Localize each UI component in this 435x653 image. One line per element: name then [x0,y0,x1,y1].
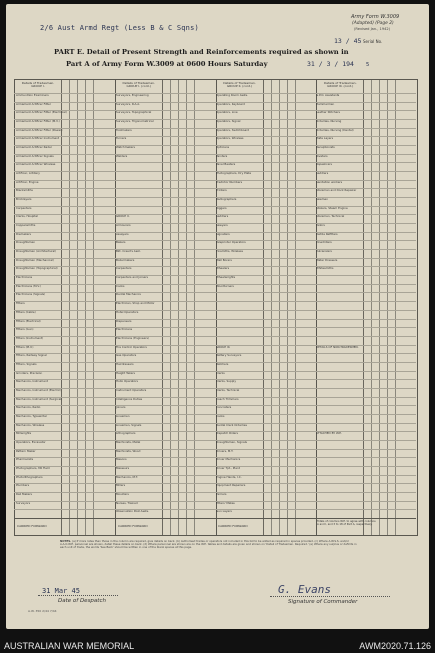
trade-name-cell: Woodturners [216,283,234,288]
trade-name-cell: Moulders [116,491,129,496]
trade-name-cell: G.P.O. Assistants [316,93,340,97]
trade-name-cell: Artificer, Engine [16,179,39,184]
carried-forward-3: CARRIED FORWARD [218,524,248,528]
trade-name-cell: Sawyers [216,223,228,228]
trade-name-cell: Fitters (Cable) [16,309,36,314]
table-row [14,336,416,337]
trade-name-cell: Mechanics, Wireless [16,422,45,427]
trade-name-cell: Carpenters [16,205,32,210]
trade-name-cell: Painters [216,153,228,158]
trade-name-cell: Electricians (Engineers) [116,335,150,340]
print-ref: A.W. 350 2/44 7/44 [28,609,57,613]
table-row [14,353,416,354]
trade-name-cell: Bakers [116,240,126,245]
carried-forward-note: Totals of columns W.E. to agree with columns A and I, and 3 to 18 of Part A, respectively. [317,520,376,526]
notes-lead: NOTES. [60,539,72,543]
trade-name-cell: Assayers [116,231,129,236]
trade-name-cell: Armament Artificer Signals [16,153,54,158]
form-notes [60,540,360,549]
trade-name-cell: Engine Hands, I.C. [216,474,242,479]
unit-name: 2/6 Aust Armd Regt (Less B & C Sqns) [40,24,199,32]
trade-name-cell: Dental Clerk Orderlies [216,422,247,427]
trade-name-cell: Joiners [116,405,126,410]
table-row [14,423,416,424]
trade-name-cell: DETAILS OF NON-TRADESMEN. [316,344,359,349]
table-row [14,440,416,441]
serial-number: 13 / 45 [334,37,362,45]
trade-name-cell: Armament Artificer Fitter (M.V.) [16,119,60,124]
table-row [14,388,416,389]
trade-name-cell: Fitters' Mates [216,500,235,505]
trade-name-cell: Riggers [216,205,227,210]
trade-name-cell: Cooks [216,413,225,418]
trade-name-cell: Coppersmiths [16,223,36,228]
trade-name-cell: Stokers, Steam Engine [316,205,348,210]
trade-name-cell: Tinsmiths, Wireless [216,249,243,254]
trade-name-cell: Wheelers [216,266,230,271]
trade-name-cell: Armourers [116,223,131,228]
trade-name-cell: Predictor Numbers [216,179,243,184]
trade-name-cell: Diemakers [16,231,31,236]
trade-name-cell: Lithographers [116,431,136,436]
trade-name-cell: Fitters (M.V.) [16,344,34,349]
form-ref-3: (Revised Jan., 1942) [354,27,391,31]
trade-name-cell: Sanitation workers [316,179,343,184]
trade-name-cell: Masseurs [116,465,130,470]
trade-name-cell: Machinists, Metal [116,439,141,444]
form-date-suffix: 5 [366,62,370,68]
table-row [14,475,416,476]
trade-name-cell: Clerks, Supply [216,379,236,384]
trade-name-cell: Fitters, Railway Signal [16,353,47,358]
trade-name-cell: Draughtsmen (Mechanical) [16,257,54,262]
trade-name-cell: Grinders, Precision [16,370,43,375]
trade-name-cell: Surveyors, Engineering [116,93,149,97]
trade-name-cell: Battery Surveyors [216,353,242,358]
trade-name-cell: Orderlies, Nursing [316,119,342,124]
carried-forward-row [14,518,416,535]
trade-name-cell: Tailors [316,223,325,228]
form-date: 31 / 3 / 194 [307,60,354,68]
trade-name-cell: Operators, Line [216,110,238,115]
trade-name-cell: Leather Stitchers [316,110,340,115]
trade-name-cell: Wall Borers [216,257,232,262]
caption-id: AWM2020.71.126 [359,641,431,651]
table-row [14,371,416,372]
trade-name-cell: Water Dressers [316,257,338,262]
trade-name-cell: Fitters (Instrument) [16,335,44,340]
carried-forward-1: CARRIED FORWARD [17,524,47,528]
column-header: Details of Tradesmen. GROUP I. [15,80,61,94]
trade-name-cell: Carpenters and Joiners [116,275,148,280]
trade-name-cell: Radiographers [216,197,237,202]
trade-name-cell: Farriers [216,491,227,496]
trade-name-cell: Instrument Operators [116,387,147,392]
trade-name-cell: Fitters, Signals [16,361,37,366]
column-header: Details of Tradesmen. GROUP I. (cont.) [116,80,162,94]
trade-name-cell: Surveyors [16,500,31,505]
trade-name-cell: Textile Refitters [316,231,338,236]
trade-name-cell: Mechanics, Instrument (Surgical) [16,396,63,401]
despatch-line [38,595,118,596]
trade-name-cell: Intelligence Duties [116,396,143,401]
trade-name-cell: Vulcanizers [316,249,332,254]
trade-name-cell: Machinists, Wood [116,448,141,453]
caption-source: AUSTRALIAN WAR MEMORIAL [4,641,135,651]
table-row [14,327,416,328]
form-title-line1: PART E. Detail of Present Strength and Reinforcements required as shown in [54,48,349,56]
trade-name-cell: Drivers, M.T. [216,448,234,453]
trade-name-cell: GROUP II. [116,214,130,219]
trade-name-cell: Batchers [216,361,229,366]
trade-name-cell: Signallers [216,231,230,236]
trade-name-cell: Operators, Switchboard [216,127,250,132]
trade-name-cell: Draughtsmen (Topographical) [16,266,58,271]
trade-name-cell: Mechanics, Radio [16,405,41,410]
trade-name-cell: Driver Tpt., Plant [216,465,240,470]
form-ref-2: (Adapted) (Page 2) [352,21,394,26]
trade-name-cell: Surveyors, Trigonometrical [116,119,154,124]
trade-name-cell: Electricians [16,275,33,280]
despatch-label: Date of Despatch [58,598,106,604]
trade-name-cell: Mechanics, Typewriter [16,413,48,418]
trade-name-cell: Pattern Maker [16,448,36,453]
trade-name-cell: Saddlers [216,214,229,219]
trade-name-cell: Pharmacists [16,457,34,462]
trade-name-cell: Ropeslicers [316,162,332,167]
trade-name-cell: Masons [116,457,127,462]
trade-name-cell: Driver Mechanics [216,457,241,462]
trade-name-cell: Armament Artificer Fitter (Power) [16,127,63,132]
trade-name-cell: Plate Layers [316,136,334,141]
form-title-line2: Part A of Army Form W.3009 at 0600 Hours Saturday [66,60,268,68]
trade-name-cell: Photolithographers [16,474,43,479]
archive-caption [0,638,435,653]
trade-name-cell: Welders [116,153,128,158]
trade-name-cell: Hotel Operators [116,309,139,314]
trade-name-cell: Fitters [16,301,25,306]
trade-name-cell: Hairdressers [116,361,134,366]
trade-name-cell: Ammunition Examiners [16,93,49,97]
trade-name-cell: Millwrights [16,431,32,436]
trade-name-cell: Dispatch Riders [216,431,238,436]
trade-name-cell: Vinedrillers [316,240,332,245]
trade-name-cell: Dental Mechanics [116,292,141,297]
table-row [14,319,416,320]
trade-name-cell: Carpenters [116,266,132,271]
table-row [14,483,416,484]
trade-name-cell: Receptionists [316,145,335,150]
table-row [14,501,416,502]
trade-name-cell: Linesmen, Signals [116,422,142,427]
trade-name-cell: Surveyors, Topographical [116,110,152,115]
trade-name-cell: Electricians (M.V.) [16,283,41,288]
trade-name-cell: Hammermen [316,101,335,106]
trade-name-cell: Cooks [116,283,125,288]
trade-name-cell: Operators, Signal [216,119,241,124]
trade-name-cell: Photographers, Mil Field [16,465,50,470]
trade-name-cell: Electrician, Shop and Motor [116,301,155,306]
table-row [14,362,416,363]
table-row [14,310,416,311]
trade-name-cell: Mechanics, Instrument [16,379,48,384]
table-row [14,414,416,415]
trade-name-cell: Bricklayers [16,197,32,202]
trade-name-cell: Gun Layers [216,509,232,514]
trade-name-cell: Turners [116,136,127,141]
trade-name-cell: Surveyors, R.A.A. [116,101,141,106]
trade-name-cell: Operators, Excavator [16,439,46,444]
trade-name-cell: Electricians (Signals) [16,292,46,297]
trade-name-cell: Blacksmiths [16,188,33,193]
table-row [14,492,416,493]
trade-name-cell: Height Takers [116,370,135,375]
table-row [14,466,416,467]
trade-name-cell: Operating Room Assts. [216,93,248,97]
trade-name-cell: Orderlies, Nursing (Dental) [316,127,354,132]
table-row [14,405,416,406]
table-row [14,301,416,302]
trade-name-cell: Concreters [216,405,232,410]
trade-name-cell: Artificer, Artillery [16,171,40,176]
trade-name-cell: Draughtsmen (Architectural) [16,249,57,254]
trade-name-cell: Storeman and Dock Repairer [316,188,357,193]
trade-name-cell: Electricians [116,327,133,332]
trade-name-cell: Fitters (Electrical) [16,318,41,323]
trade-name-cell: Armament Artificer Wireless [16,162,56,167]
trade-name-cell: Fitters (Gun) [16,327,34,332]
trade-name-cell: Saddlers [316,171,329,176]
trade-name-cell: Armament Artificer Radar [16,145,52,150]
serial-label: Serial No. [363,39,383,44]
trade-name-cell: Plumbers [16,483,30,488]
trade-name-cell: Operators, Keyboard [216,101,245,106]
trade-name-cell: Watchmakers [116,145,135,150]
trade-name-cell: Draughtsmen [16,240,36,245]
trade-name-cell: Millers [116,483,126,488]
trade-name-cell: Mechanics, M.T. [116,474,139,479]
signature-line [270,596,390,597]
notes-text: (a) If more rates than those in the column are required, give details on back. (b) Authorised trades or operators not included in this list to be added as required in spaces provided. (c) Where A.W.S.S. and/or A.A.O.W.E. personnel are shown, detail these details on back. (d) Where personnel are shown are on the W.E. tables and details are given and shown on 'Detail of Tradesmen. Required.' (e) Where any surplus or deficits in each unit of trade, the words 'See Back' should be written in one of the blank spaces at this page. [60,539,357,550]
trade-name-cell: Dispensers [116,318,132,323]
trade-name-cell: Clerks [216,370,225,375]
trade-name-cell: Bkt. Creed's Asst. [116,249,141,254]
trade-name-cell: Opticians [216,145,230,150]
trade-name-cell: Equipment Repairers [216,483,246,488]
trade-name-cell: Operators, Wireless [216,136,244,141]
table-row [14,509,416,510]
trade-name-cell: Nurses, Trained [116,500,138,505]
trade-name-cell: Clerks, Hospital [16,214,38,219]
table-row [14,457,416,458]
trade-name-cell: Rail Makers [16,491,33,496]
table-row [14,397,416,398]
table-row [14,284,416,285]
form-ref-1: Army Form W.3009 [351,14,400,20]
trade-name-cell: GROUP III. [216,344,231,349]
trade-name-cell: Riveters [316,153,328,158]
trade-name-cell: Hollo Operators [116,379,138,384]
trade-name-cell: Storemen, Technical [316,214,345,219]
despatch-date: 31 Mar 45 [42,587,80,595]
table-row [14,379,416,380]
trade-name-cell: Gas Operators [116,353,137,358]
trade-name-cell: Draughtsmen, Signals [216,439,247,444]
signature-label: Signature of Commander [288,599,358,605]
trade-name-cell: Printers [216,188,227,193]
trade-name-cell: Linesmen [116,413,130,418]
column-header: Details of Tradesmen. GROUP III. (cont.) [317,80,363,94]
trade-name-cell: Coach Trimmers [216,396,239,401]
trade-name-cell: Boilermakers [116,257,135,262]
trade-name-cell: Armament Artificer Instrument [16,136,60,141]
trade-name-cell: Mechanics, Instrument (Electric) [16,387,62,392]
trade-name-cell: Sawmen [316,197,328,202]
trade-name-cell: Toolmakers [116,127,132,132]
trade-name-cell: Clerks, Technical [216,387,240,392]
trade-name-cell: Fire Control Operators [116,344,147,349]
trade-name-cell: Panel Beaters [216,162,236,167]
trade-name-cell: Wheelwrights [216,275,236,280]
table-row [14,275,416,276]
table-row [14,449,416,450]
carried-forward-2: CARRIED FORWARD [118,524,148,528]
trade-name-cell: Teleprinter Operators [216,240,246,245]
trade-name-cell: Photographers, Dry Plate [216,171,252,176]
table-row [14,292,416,293]
column-header: Details of Tradesmen. GROUP II. (cont.) [217,80,263,94]
commander-signature: G. Evans [278,583,331,596]
trade-name-cell: Observation Post Assts. [116,509,149,514]
trade-name-cell: Whitesmiths [316,266,334,271]
trade-name-cell: ATTACHED BY W.E. [316,431,342,436]
trade-name-cell: Armament Artificer Fitter [16,101,51,106]
trade-name-cell: Armament Artificer Fitter (Electrical) [16,110,67,115]
